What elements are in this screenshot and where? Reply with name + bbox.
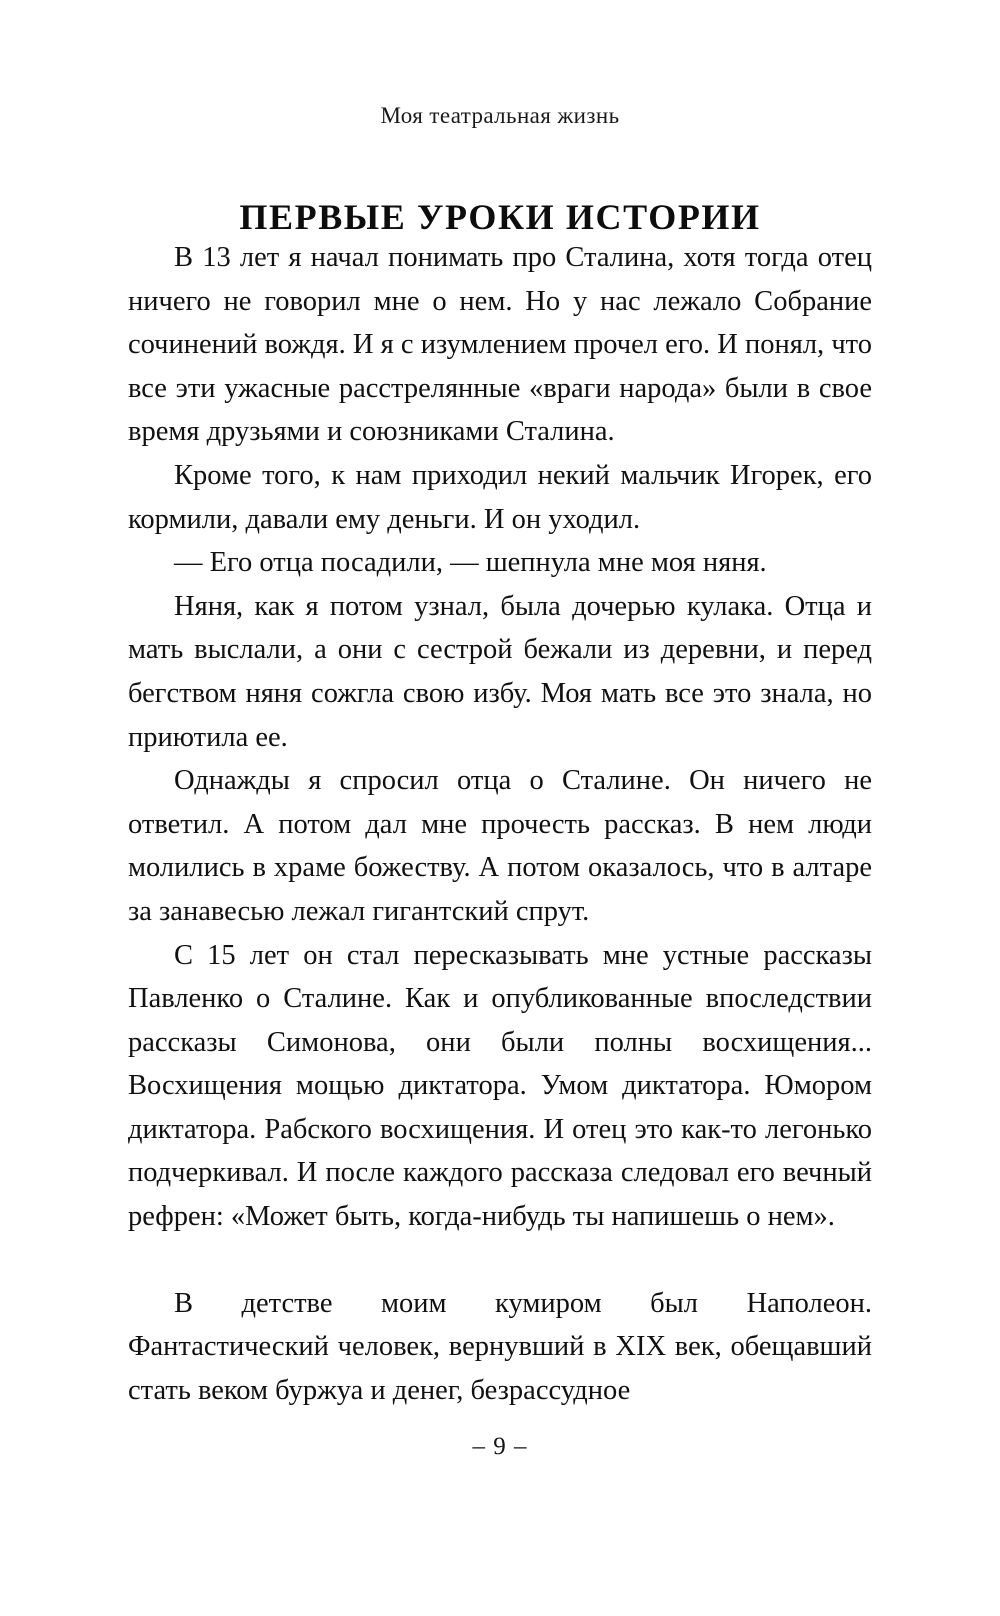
paragraph: С 15 лет он стал пересказывать мне устные рассказы Павленко о Сталине. Как и опубликованные впоследствии рассказы Симонова, они были полны восхищения... Восхищения мощью диктатора. Умом диктатора. Юмором диктатора. Рабского восхищения. И отец это как-то легонько подчеркивал. И после каждого рассказа следовал его вечный рефрен: «Может быть, когда-нибудь ты напишешь о нем». [128, 939, 872, 1233]
paragraph: В детстве моим кумиром был Наполеон. Фантастический человек, вернувший в XIX век, обещавший стать веком буржуа и денег, безрассудное [128, 1287, 872, 1406]
paragraph: В 13 лет я начал понимать про Сталина, хотя тогда отец ничего не говорил мне о нем. Но у нас лежало Собрание сочинений вождя. И я с изумлением прочел его. И понял, что все эти ужасные расстрелянные «враги народа» были в свое время друзьями и союзниками Сталина. [128, 242, 872, 448]
running-head: Моя театральная жизнь [380, 103, 620, 128]
paragraph: — Его отца посадили, — шепнула мне моя няня. [174, 547, 767, 579]
paragraph: Няня, как я потом узнал, была дочерью кулака. Отца и мать выслали, а они с сестрой бежали из деревни, и перед бегством няня сожгла свою избу. Моя мать все это знала, но приютила ее. [128, 590, 872, 753]
paragraph: Кроме того, к нам приходил некий мальчик Игорек, его кормили, давали ему деньги. И он уходил. [128, 459, 872, 535]
body-text [128, 236, 872, 1412]
page-title: ПЕРВЫЕ УРОКИ ИСТОРИИ [239, 197, 761, 238]
paragraph: Однажды я спросил отца о Сталине. Он ничего не ответил. А потом дал мне прочесть рассказ. В нем люди молились в храме божеству. А потом оказалось, что в алтаре за занавесью лежал гигантский спрут. [128, 765, 872, 927]
page-number: – 9 – [472, 1433, 528, 1460]
